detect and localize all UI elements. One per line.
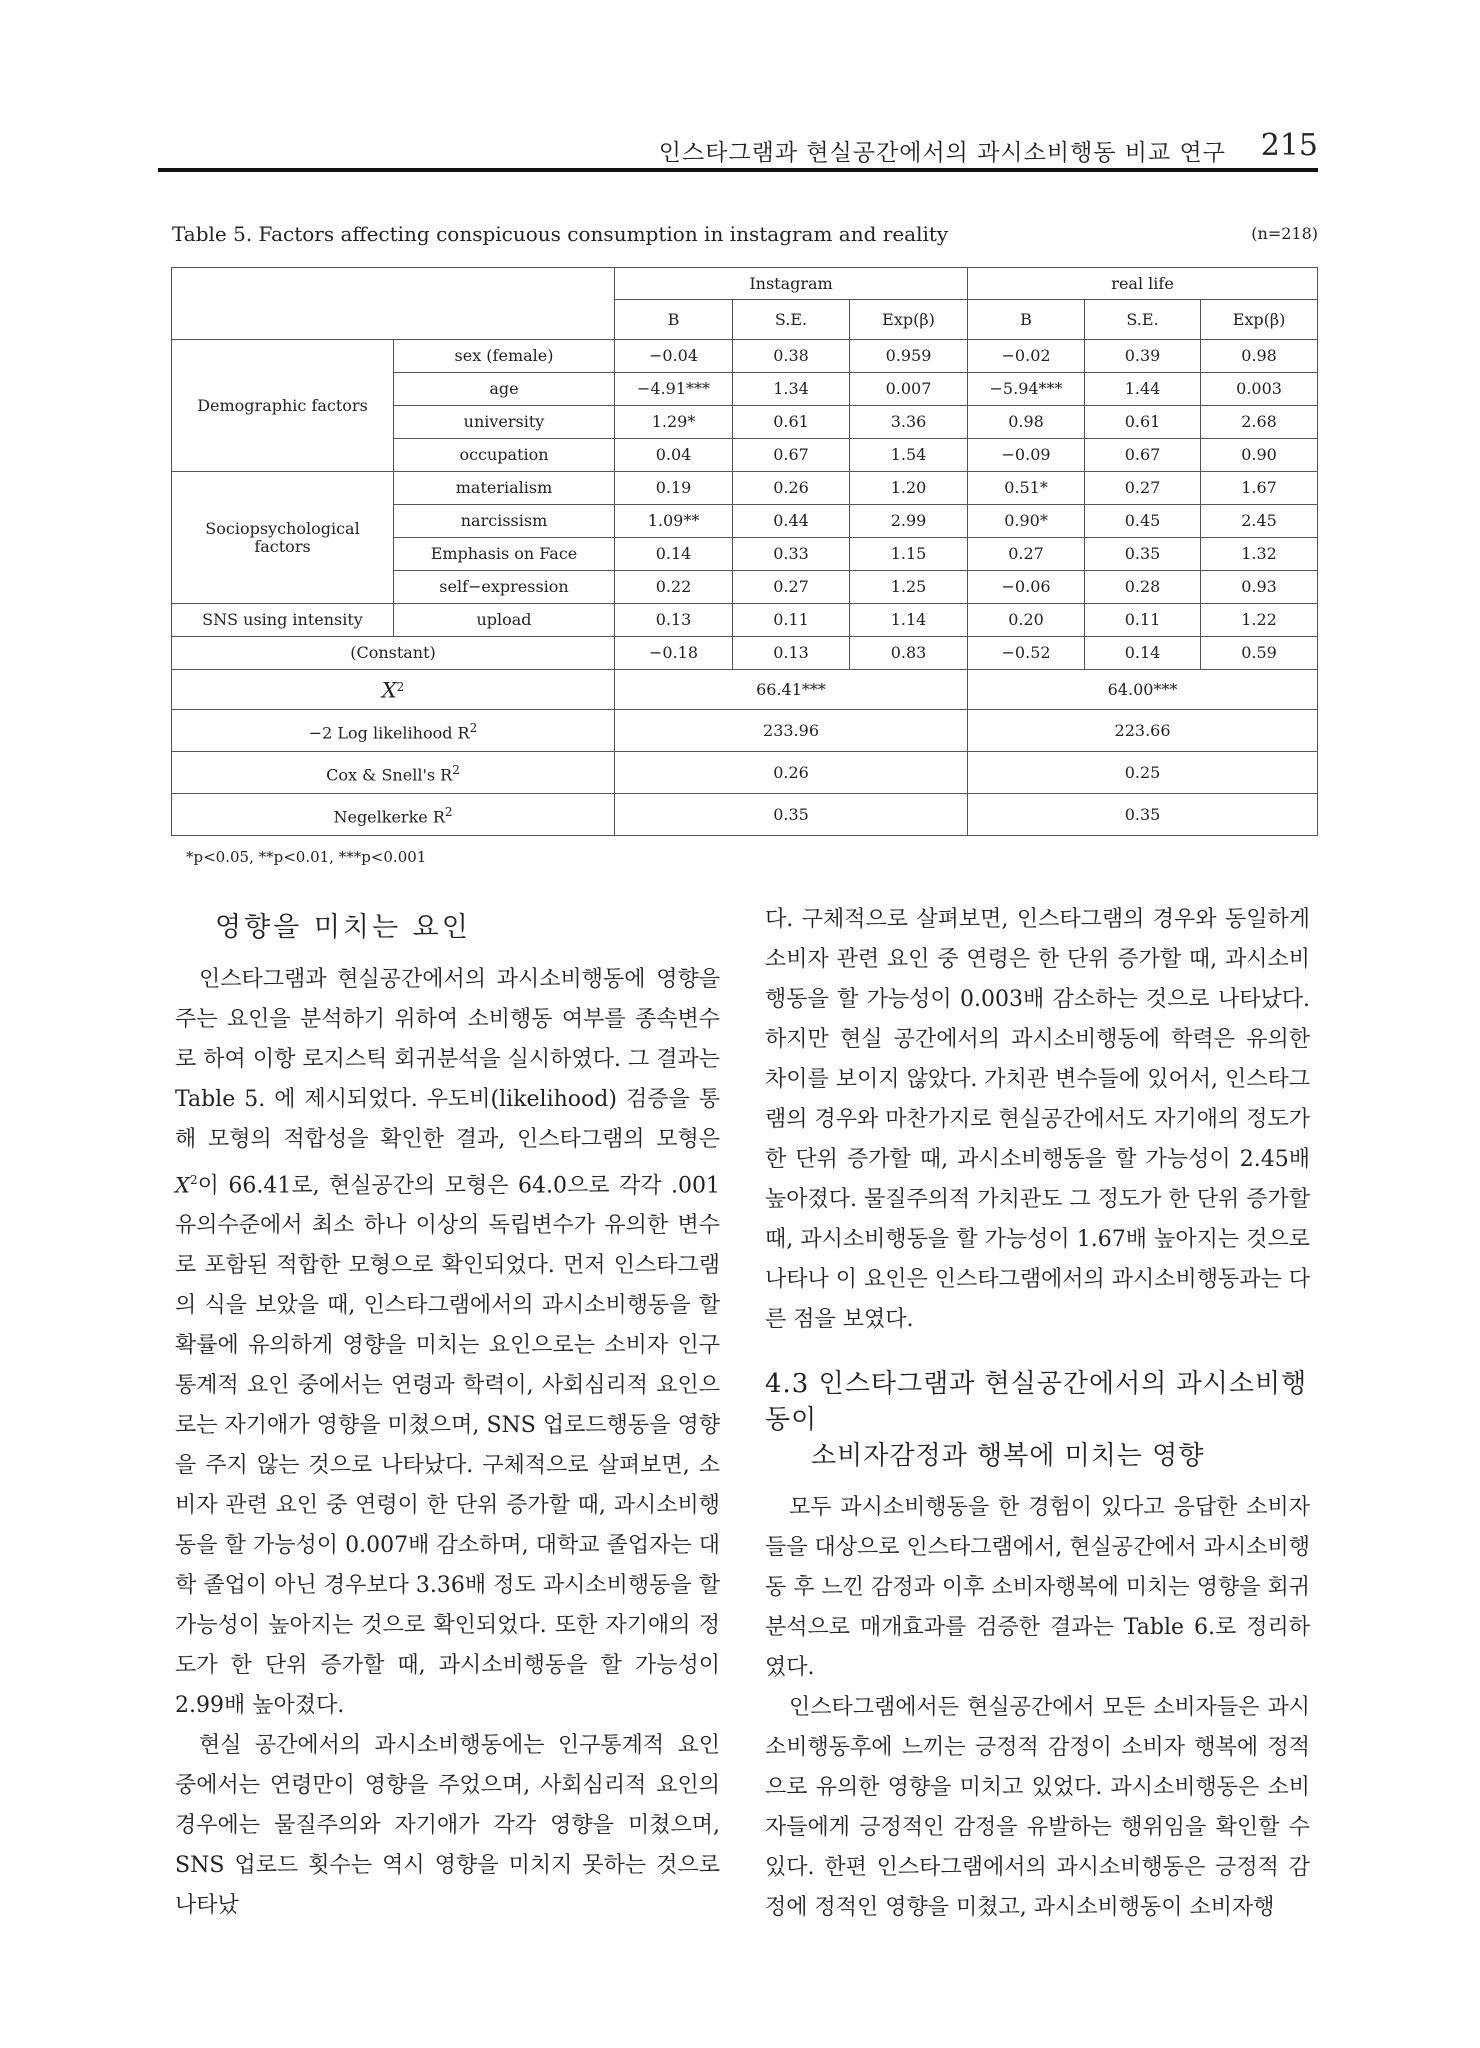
category-sociopsychological bbox=[172, 472, 394, 604]
cell: 0.13 bbox=[733, 637, 850, 670]
table-row bbox=[172, 340, 1318, 373]
cell: 0.59 bbox=[1201, 637, 1318, 670]
row-label: occupation bbox=[394, 439, 615, 472]
section-heading-line2: 소비자감정과 행복에 미치는 영향 bbox=[811, 1441, 1205, 1471]
stat-label bbox=[172, 710, 615, 752]
stat-value-instagram: 66.41*** bbox=[615, 670, 968, 710]
stat-row bbox=[172, 752, 1318, 794]
col-header: B bbox=[968, 300, 1085, 340]
cell: 0.003 bbox=[1201, 373, 1318, 406]
sample-size-note: (n=218) bbox=[1251, 224, 1318, 243]
stat-label bbox=[172, 752, 615, 794]
cell: 0.22 bbox=[615, 571, 733, 604]
cell: −0.52 bbox=[968, 637, 1085, 670]
cell: −0.06 bbox=[968, 571, 1085, 604]
header-instagram: Instagram bbox=[615, 268, 968, 300]
stat-label-text: Negelkerke R bbox=[333, 807, 445, 827]
cell: 0.19 bbox=[615, 472, 733, 505]
stat-row bbox=[172, 670, 1318, 710]
cell: 0.38 bbox=[733, 340, 850, 373]
page-number: 215 bbox=[1260, 128, 1318, 163]
cell: 1.15 bbox=[850, 538, 968, 571]
cell: 0.11 bbox=[733, 604, 850, 637]
running-title: 인스타그램과 현실공간에서의 과시소비행동 비교 연구 bbox=[658, 140, 1226, 166]
running-header bbox=[158, 128, 1318, 168]
cell: 0.27 bbox=[968, 538, 1085, 571]
table-row bbox=[172, 472, 1318, 505]
cell: −0.09 bbox=[968, 439, 1085, 472]
col-header: Exp(β) bbox=[1201, 300, 1318, 340]
stat-value-real: 64.00*** bbox=[968, 670, 1318, 710]
stat-label-text: −2 Log likelihood R bbox=[308, 723, 470, 743]
cell: 0.959 bbox=[850, 340, 968, 373]
section-heading-line1: 4.3 인스타그램과 현실공간에서의 과시소비행동이 bbox=[765, 1369, 1308, 1435]
cell: 0.39 bbox=[1085, 340, 1201, 373]
paragraph: 모두 과시소비행동을 한 경험이 있다고 응답한 소비자들을 대상으로 인스타그램에서, 현실공간에서 과시소비행동 후 느낀 감정과 이후 소비자행복에 미치는 영향을 회귀분석으로 매개효과를 검증한 결과는 Table 6.로 정리하였다. bbox=[765, 1495, 1311, 1680]
stat-label bbox=[172, 670, 615, 710]
cell: 1.22 bbox=[1201, 604, 1318, 637]
table-caption bbox=[172, 222, 1318, 246]
cell: 0.61 bbox=[733, 406, 850, 439]
cell: 0.04 bbox=[615, 439, 733, 472]
left-column bbox=[175, 900, 720, 1926]
cell: 0.90 bbox=[1201, 439, 1318, 472]
superscript: 2 bbox=[452, 762, 460, 777]
cell: 0.67 bbox=[1085, 439, 1201, 472]
col-header: S.E. bbox=[733, 300, 850, 340]
stat-row bbox=[172, 710, 1318, 752]
chi-square-symbol: X bbox=[381, 678, 397, 703]
stat-row bbox=[172, 794, 1318, 836]
stat-value-real: 0.25 bbox=[968, 752, 1318, 794]
row-label: self−expression bbox=[394, 571, 615, 604]
superscript: 2 bbox=[469, 720, 478, 735]
cell: 0.44 bbox=[733, 505, 850, 538]
cell: 1.67 bbox=[1201, 472, 1318, 505]
table-caption-text: Table 5. Factors affecting conspicuous consumption in instagram and reality bbox=[172, 222, 949, 246]
chi-square-symbol: X bbox=[175, 1173, 190, 1198]
cell: −0.02 bbox=[968, 340, 1085, 373]
stat-label-text: Cox & Snell's R bbox=[326, 765, 453, 785]
category-socio-line2: factors bbox=[254, 536, 311, 556]
cell: 0.35 bbox=[1085, 538, 1201, 571]
superscript: 2 bbox=[189, 1173, 198, 1187]
paragraph: 인스타그램에서든 현실공간에서 모든 소비자들은 과시소비행동후에 느끼는 긍정적 감정이 소비자 행복에 정적으로 유의한 영향을 미치고 있었다. 과시소비행동은 소비자들에게 긍정적인 감정을 유발하는 행위임을 확인할 수 있다. 한편 인스타그램에서의 과시소비행동은 긍정적 감정에 정적인 영향을 미쳤고, 과시소비행동이 소비자행 bbox=[765, 1695, 1310, 1920]
table-row bbox=[172, 637, 1318, 670]
cell: 0.93 bbox=[1201, 571, 1318, 604]
cell: 2.99 bbox=[850, 505, 968, 538]
category-socio-line1: Sociopsychological bbox=[205, 518, 360, 538]
col-header: S.E. bbox=[1085, 300, 1201, 340]
cell: −0.18 bbox=[615, 637, 733, 670]
cell: 0.007 bbox=[850, 373, 968, 406]
cell: −0.04 bbox=[615, 340, 733, 373]
cell: 1.29* bbox=[615, 406, 733, 439]
cell: 1.44 bbox=[1085, 373, 1201, 406]
paragraph: 다. 구체적으로 살펴보면, 인스타그램의 경우와 동일하게 소비자 관련 요인 중 연령은 한 단위 증가할 때, 과시소비행동을 할 가능성이 0.003배 감소하는 것으로 나타났다. 하지만 현실 공간에서의 과시소비행동에 학력은 유의한 차이를 보이지 않았다. 가치관 변수들에 있어서, 인스타그램의 경우와 마찬가지로 현실공간에서도 자기애의 정도가 한 단위 증가할 때, 과시소비행동을 할 가능성이 2.45배 높아졌다. 물질주의적 가치관도 그 정도가 한 단위 증가할 때, 과시소비행동을 할 가능성이 1.67배 높아지는 것으로 나타나 이 요인은 인스타그램에서의 과시소비행동과는 다른 점을 보였다. bbox=[765, 907, 1311, 1332]
table-footnote: *p<0.05, **p<0.01, ***p<0.001 bbox=[186, 848, 427, 866]
row-label: Emphasis on Face bbox=[394, 538, 615, 571]
row-label: upload bbox=[394, 604, 615, 637]
row-label: university bbox=[394, 406, 615, 439]
section-heading bbox=[765, 1366, 1310, 1474]
cell: 3.36 bbox=[850, 406, 968, 439]
cell: 1.34 bbox=[733, 373, 850, 406]
cell: 1.32 bbox=[1201, 538, 1318, 571]
paragraph-text: 이 66.41로, 현실공간의 모형은 64.0으로 각각 .001 유의수준에서 최소 하나 이상의 독립변수가 유의한 변수로 포함된 적합한 모형으로 확인되었다. 먼저 인스타그램의 식을 보았을 때, 인스타그램에서의 과시소비행동을 할 확률에 유의하게 영향을 미치는 요인으로는 소비자 인구통계적 요인 중에서는 연령과 학력이, 사회심리적 요인으로는 자기애가 영향을 미쳤으며, SNS 업로드행동을 영향을 주지 않는 것으로 나타났다. 구체적으로 살펴보면, 소비자 관련 요인 중 연령이 한 단위 증가할 때, 과시소비행동을 할 가능성이 0.007배 감소하며, 대학교 졸업자는 대학 졸업이 아닌 경우보다 3.36배 정도 과시소비행동을 할 가능성이 높아지는 것으로 확인되었다. 또한 자기애의 정도가 한 단위 증가할 때, 과시소비행동을 할 가능성이 2.99배 높아졌다. bbox=[175, 1173, 720, 1719]
cell: 0.27 bbox=[1085, 472, 1201, 505]
cell: 0.83 bbox=[850, 637, 968, 670]
stat-value-instagram: 0.26 bbox=[615, 752, 968, 794]
cell: 0.28 bbox=[1085, 571, 1201, 604]
cell: 1.14 bbox=[850, 604, 968, 637]
cell: 0.67 bbox=[733, 439, 850, 472]
cell: 0.51* bbox=[968, 472, 1085, 505]
cell: 0.98 bbox=[1201, 340, 1318, 373]
paragraph bbox=[175, 960, 720, 1726]
table-header-row bbox=[172, 268, 1318, 300]
row-label: age bbox=[394, 373, 615, 406]
stat-label bbox=[172, 794, 615, 836]
cell: 0.98 bbox=[968, 406, 1085, 439]
paragraph-text: 인스타그램과 현실공간에서의 과시소비행동에 영향을 주는 요인을 분석하기 위하여 소비행동 여부를 종속변수로 하여 이항 로지스틱 회귀분석을 실시하였다. 그 결과는 Table 5. 에 제시되었다. 우도비(likelihood) 검증을 통해 모형의 적합성을 확인한 결과, 인스타그램의 모형은 bbox=[175, 967, 720, 1152]
right-column bbox=[765, 900, 1310, 1928]
cell: 1.20 bbox=[850, 472, 968, 505]
header-blank bbox=[172, 268, 615, 340]
cell: 0.90* bbox=[968, 505, 1085, 538]
stat-value-real: 0.35 bbox=[968, 794, 1318, 836]
superscript: 2 bbox=[396, 679, 405, 694]
superscript: 2 bbox=[444, 804, 453, 819]
col-header: Exp(β) bbox=[850, 300, 968, 340]
cell: 0.20 bbox=[968, 604, 1085, 637]
cell: 0.11 bbox=[1085, 604, 1201, 637]
cell: 1.54 bbox=[850, 439, 968, 472]
header-rule bbox=[158, 168, 1318, 172]
paragraph: 현실 공간에서의 과시소비행동에는 인구통계적 요인 중에서는 연령만이 영향을 주었으며, 사회심리적 요인의 경우에는 물질주의와 자기애가 각각 영향을 미쳤으며, SNS 업로드 횟수는 역시 영향을 미치지 못하는 것으로 나타났 bbox=[175, 1733, 720, 1919]
cell: 1.09** bbox=[615, 505, 733, 538]
col-header: B bbox=[615, 300, 733, 340]
cell: 1.25 bbox=[850, 571, 968, 604]
section-heading: 영향을 미치는 요인 bbox=[215, 912, 471, 943]
cell: 2.68 bbox=[1201, 406, 1318, 439]
row-label: narcissism bbox=[394, 505, 615, 538]
stat-value-real: 223.66 bbox=[968, 710, 1318, 752]
cell: −5.94*** bbox=[968, 373, 1085, 406]
cell: 0.61 bbox=[1085, 406, 1201, 439]
category-demographic: Demographic factors bbox=[172, 340, 394, 472]
cell: 0.14 bbox=[1085, 637, 1201, 670]
row-label: (Constant) bbox=[172, 637, 615, 670]
cell: 0.14 bbox=[615, 538, 733, 571]
cell: 0.26 bbox=[733, 472, 850, 505]
cell: 0.27 bbox=[733, 571, 850, 604]
category-sns: SNS using intensity bbox=[172, 604, 394, 637]
table-row bbox=[172, 604, 1318, 637]
cell: 0.33 bbox=[733, 538, 850, 571]
stat-value-instagram: 0.35 bbox=[615, 794, 968, 836]
results-table bbox=[171, 267, 1318, 836]
cell: −4.91*** bbox=[615, 373, 733, 406]
cell: 0.45 bbox=[1085, 505, 1201, 538]
row-label: materialism bbox=[394, 472, 615, 505]
cell: 0.13 bbox=[615, 604, 733, 637]
cell: 2.45 bbox=[1201, 505, 1318, 538]
stat-value-instagram: 233.96 bbox=[615, 710, 968, 752]
header-real-life: real life bbox=[968, 268, 1318, 300]
row-label: sex (female) bbox=[394, 340, 615, 373]
